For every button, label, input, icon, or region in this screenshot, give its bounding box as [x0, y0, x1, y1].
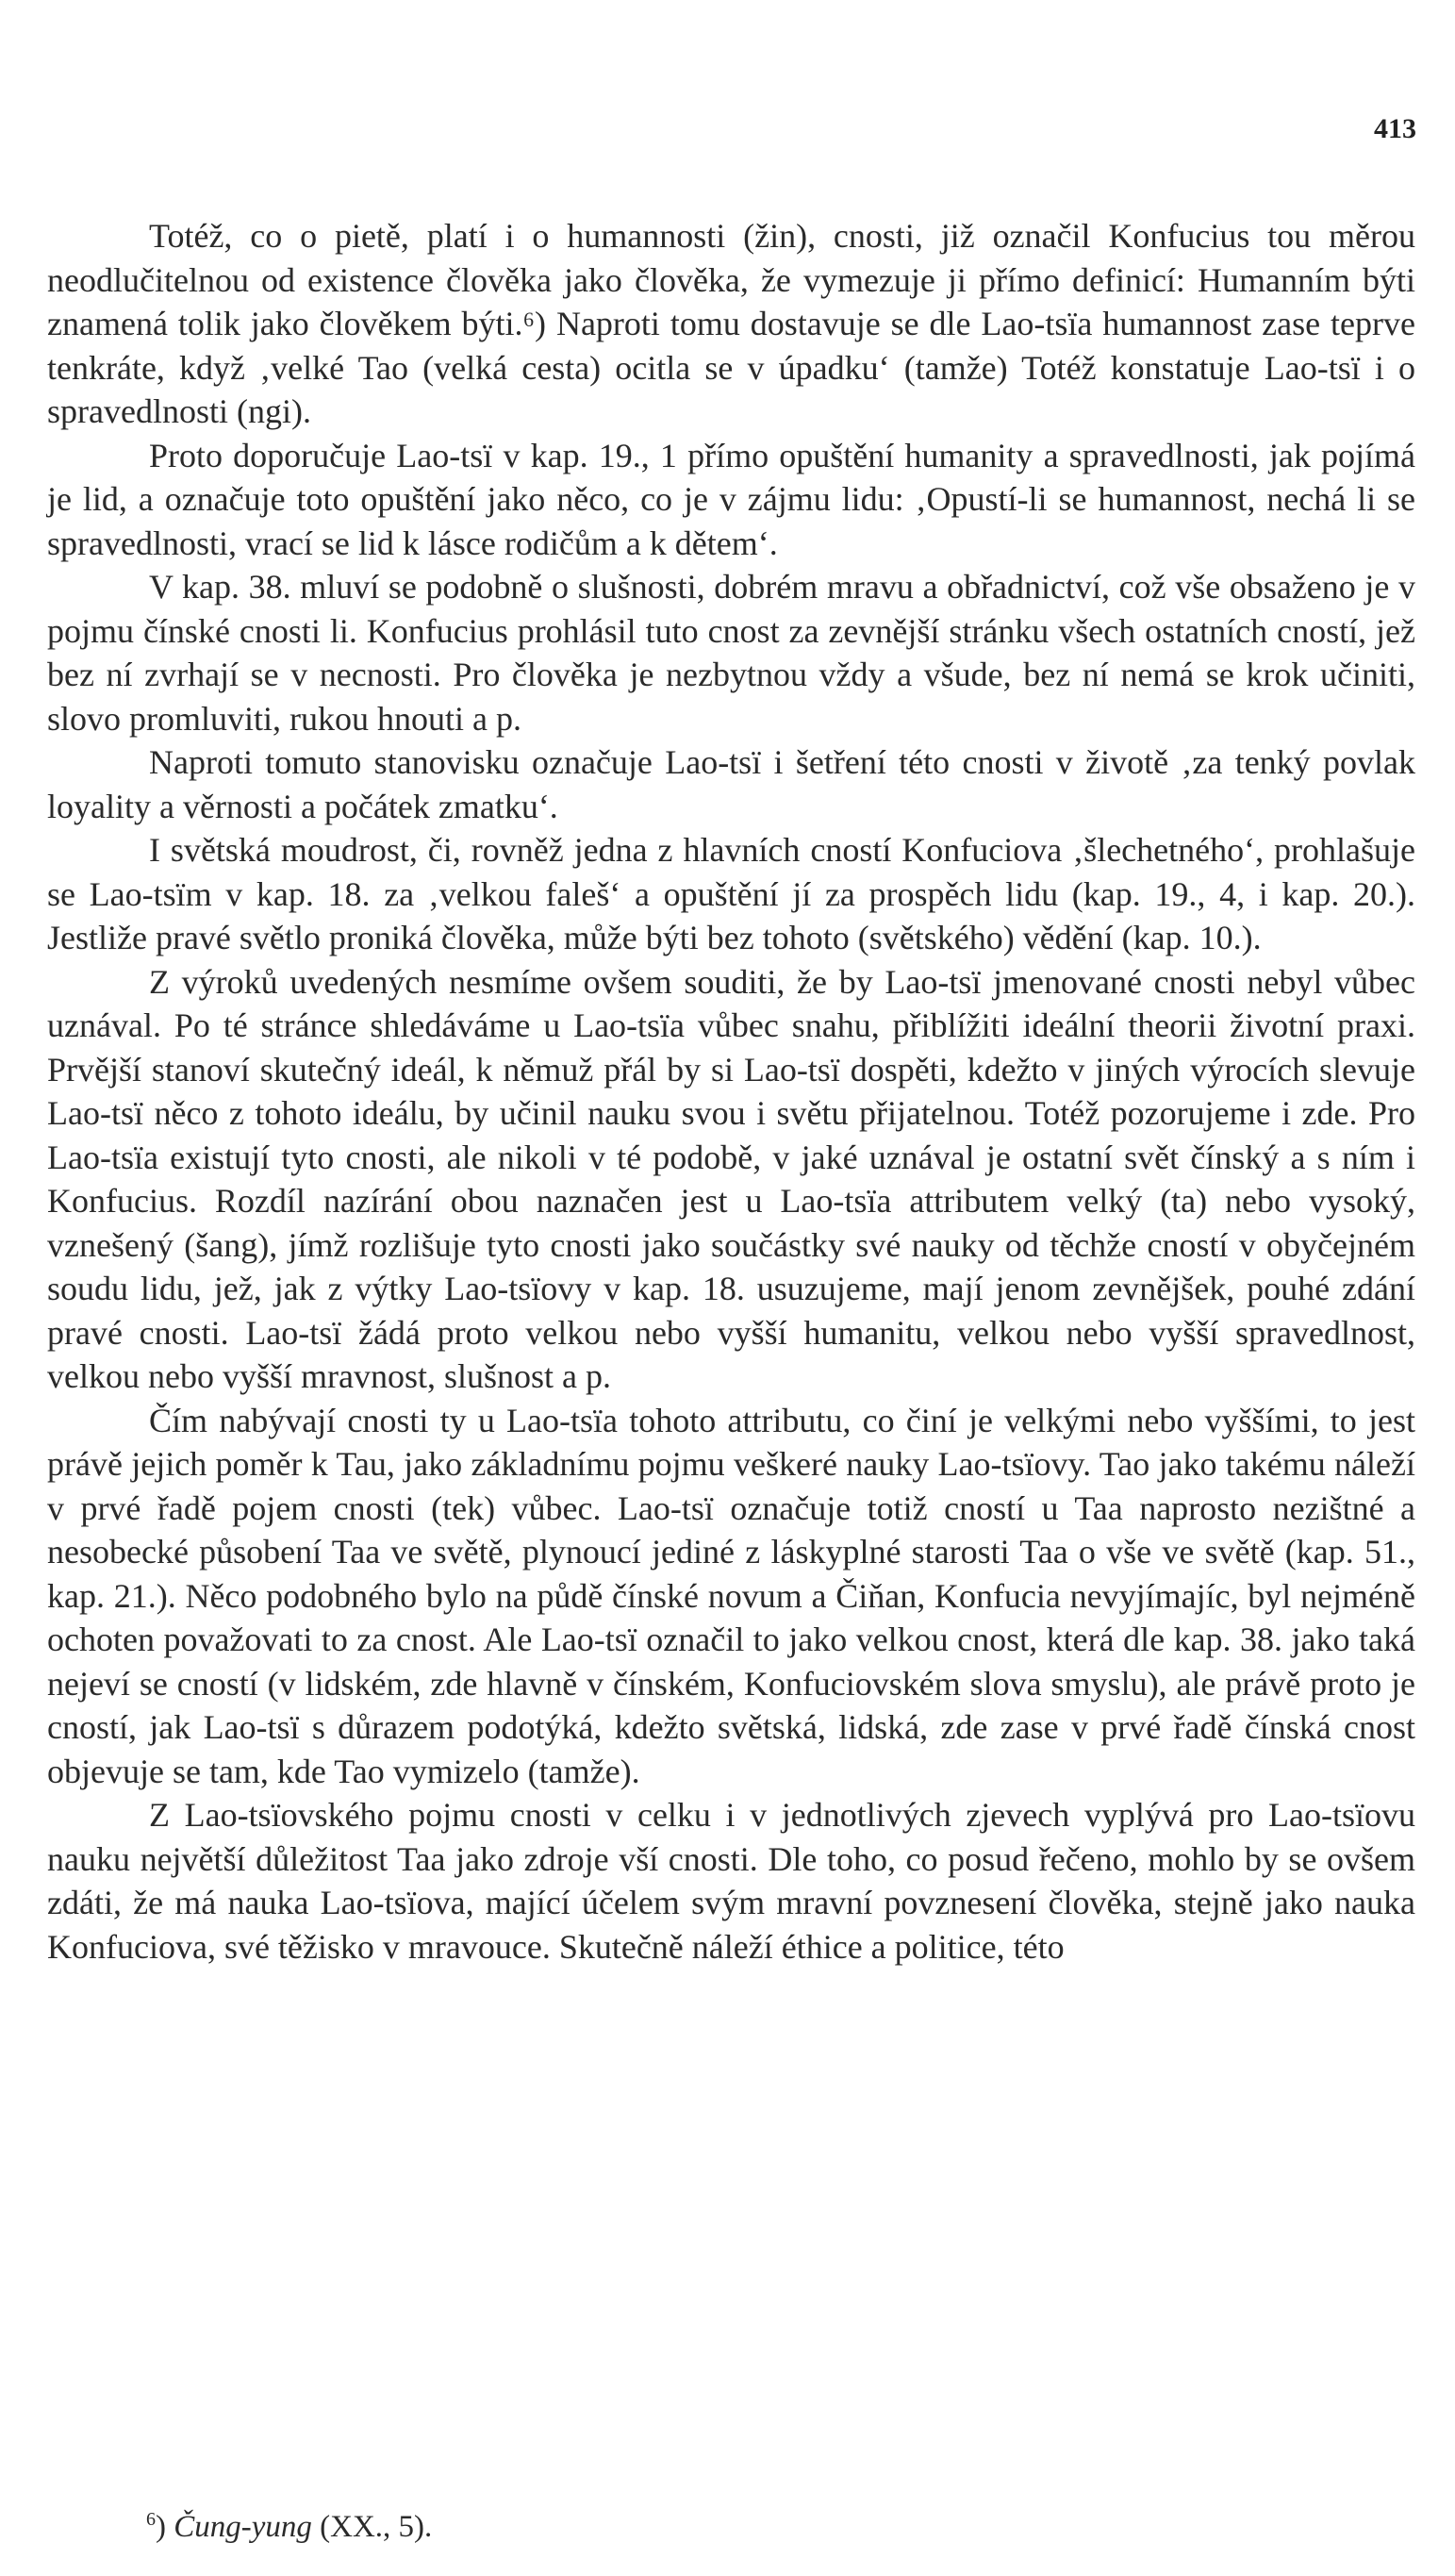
paragraph-8: Z Lao-tsïovského pojmu cnosti v celku i v jednotlivých zjevech vyplývá pro Lao-tsïovu nauku největší důležitost Taa jako zdroje vší cnosti. Dle toho, co posud řečeno, mohlo by se ovšem zdáti, že má nauka Lao-tsïova, mající účelem svým mravní povznesení člověka, stejně jako nauka Konfuciova, své těžisko v mravouce. Skutečně náleží éthice a politice, této	[47, 1796, 1415, 1966]
paragraph-7: Čím nabývají cnosti ty u Lao-tsïa tohoto attributu, co činí je velkými nebo vyššími, to jest právě jejich poměr k Tau, jako základnímu pojmu veškeré nauky Lao-tsïovy. Tao jako takému náleží v prvé řadě pojem cnosti (tek) vůbec. Lao-tsï označuje totiž cností u Taa naprosto nezištné a nesobecké působení Taa ve světě, plynoucí jediné z láskyplné starosti Taa o vše ve světě (kap. 51., kap. 21.). Něco podobného bylo na půdě čínské novum a Čiňan, Konfucia nevyjímajíc, byl nejméně ochoten považovati to za cnost. Ale Lao-tsï označil to jako velkou cnost, která dle kap. 38. jako taká nejeví se cností (v lidském, zde hlavně v čínském, Konfuciovském slova smyslu), ale právě proto je cností, jak Lao-tsï s důrazem podotýká, kdežto světská, lidská, zde zase v prvé řadě čínská cnost objevuje se tam, kde Tao vymizelo (tamže).	[47, 1401, 1415, 1790]
footnote-ref: (XX., 5).	[320, 2510, 433, 2544]
paragraph-4: Naproti tomuto stanovisku označuje Lao-tsï i šetření této cnosti v životě ‚za tenký povlak loyality a věrnosti a počátek zmatku‘.	[47, 743, 1415, 825]
paragraph-6: Z výroků uvedených nesmíme ovšem souditi, že by Lao-tsï jmenované cnosti nebyl vůbec uznával. Po té stránce shledáváme u Lao-tsïa vůbec snahu, přiblížiti ideální theorii životní praxi. Prvější stanoví skutečný ideál, k němuž přál by si Lao-tsï dospěti, kdežto v jiných výrocích slevuje Lao-tsï něco z tohoto ideálu, by učinil nauku svou i světu přijatelnou. Totéž pozorujeme i zde. Pro Lao-tsïa existují tyto cnosti, ale nikoli v té podobě, v jaké uznával je ostatní svět čínský a s ním i Konfucius. Rozdíl nazírání obou naznačen jest u Lao-tsïa attributem velký (ta) nebo vysoký, vznešený (šang), jímž rozlišuje tyto cnosti jako součástky své nauky od těchže cností v obyčejném soudu lidu, jež, jak z výtky Lao-tsïovy v kap. 18. usuzujeme, mají jenom zevnějšek, pouhé zdání pravé cnosti. Lao-tsï žádá proto velkou nebo vyšší humanitu, velkou nebo vyšší spravedlnost, velkou nebo vyšší mravnost, slušnost a p.	[47, 962, 1415, 1395]
body-text	[47, 214, 1415, 1969]
footnote-mark: 6	[146, 2509, 156, 2530]
paragraph-5: I světská moudrost, či, rovněž jedna z hlavních cností Konfuciova ‚šlechetného‘, prohlašuje se Lao-tsïm v kap. 18. za ‚velkou faleš‘ a opuštění jí za prospěch lidu (kap. 19., 4, i kap. 20.). Jestliže pravé světlo proniká člověka, může býti bez tohoto (světského) vědění (kap. 10.).	[47, 831, 1415, 956]
paragraph-1: Totéž, co o pietě, platí i o humannosti (žin), cnosti, již označil Konfucius tou měrou neodlučitelnou od existence člověka jako člověka, že vymezuje ji přímo definicí: Humanním býti znamená tolik jako člověkem býti.⁶) Naproti tomu dostavuje se dle Lao-tsïa humannost zase teprve tenkráte, když ‚velké Tao (velká cesta) ocitla se v úpadku‘ (tamže) Totéž konstatuje Lao-tsï i o spravedlnosti (ngi).	[47, 217, 1415, 430]
footnote: $^6$) Čung-yung (XX., 5).	[146, 2509, 433, 2544]
paragraph-2: Proto doporučuje Lao-tsï v kap. 19., 1 přímo opuštění humanity a spravedlnosti, jak pojímá je lid, a označuje toto opuštění jako něco, co je v zájmu lidu: ‚Opustí-li se humannost, nechá li se spravedlnosti, vrací se lid k lásce rodičům a k dětem‘.	[47, 436, 1415, 562]
page-number: 413	[1374, 113, 1416, 144]
footnote-source: Čung-yung	[174, 2510, 312, 2544]
paragraph-3: V kap. 38. mluví se podobně o slušnosti, dobrém mravu a obřadnictví, což vše obsaženo je v pojmu čínské cnosti li. Konfucius prohlásil tuto cnost za zevnější stránku všech ostatních cností, jež bez ní zvrhají se v necnosti. Pro člověka je nezbytnou vždy a všude, bez ní nemá se krok učiniti, slovo promluviti, rukou hnouti a p.	[47, 568, 1415, 738]
